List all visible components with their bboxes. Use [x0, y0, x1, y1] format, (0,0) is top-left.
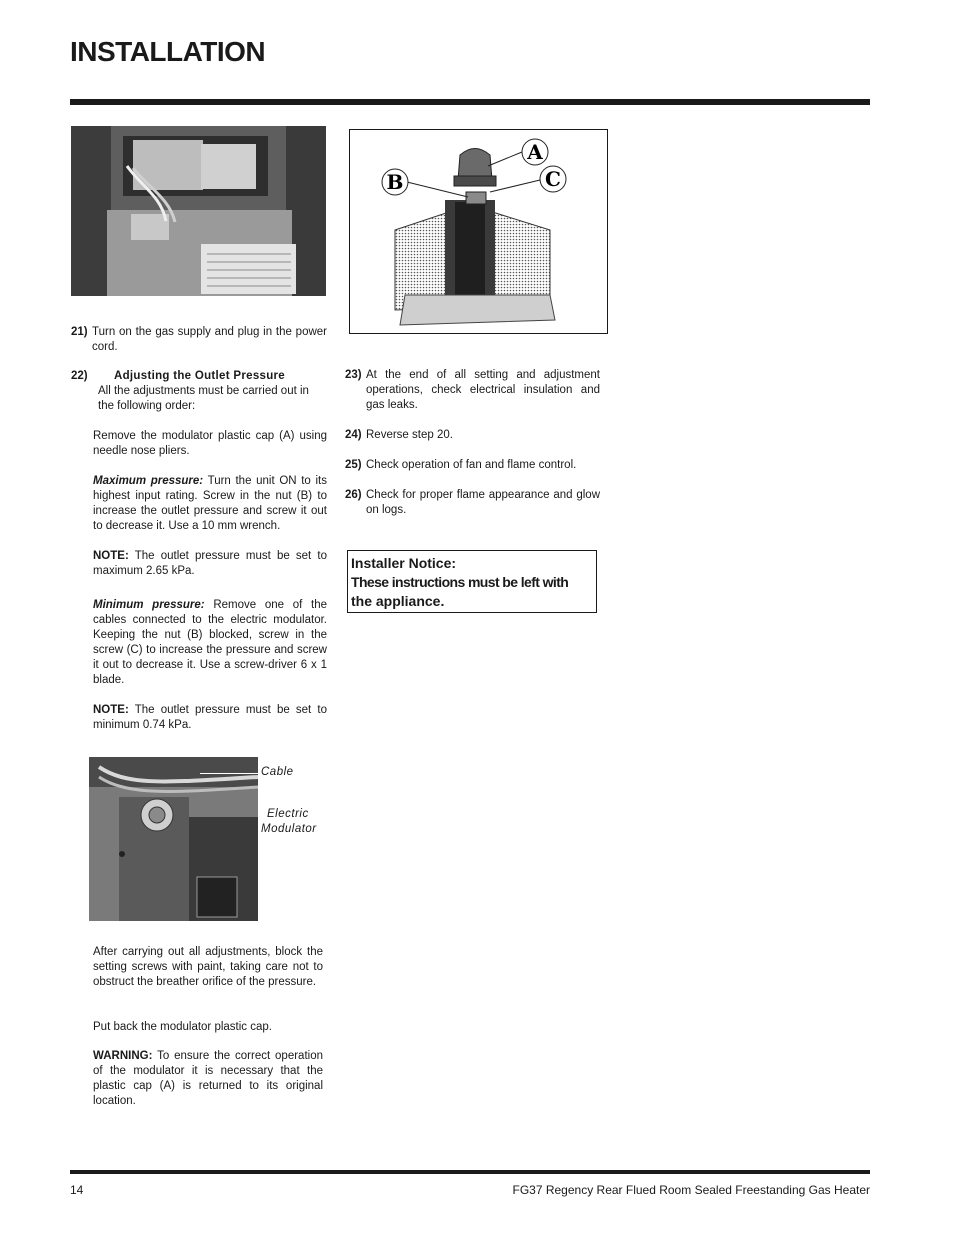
electric-modulator-photo	[89, 757, 258, 921]
minimum-pressure-label: Minimum pressure:	[93, 599, 205, 611]
electric-caption: Electric	[267, 808, 309, 820]
putback-text: Put back the modulator plastic cap.	[93, 1021, 272, 1033]
warning-label: WARNING:	[93, 1050, 153, 1062]
page-number: 14	[70, 1183, 84, 1197]
step-text: Check operation of fan and flame control.	[366, 459, 577, 471]
cable-leader-line	[200, 773, 258, 774]
page-title: INSTALLATION	[70, 36, 266, 67]
step-number: 25)	[345, 459, 362, 471]
step-text: At the end of all setting and adjustment operations, check electrical insulation and gas leaks.	[366, 369, 600, 411]
remove-cap-text: Remove the modulator plastic cap (A) using needle nose pliers.	[93, 430, 327, 457]
warning-para	[93, 1049, 323, 1109]
step-23	[345, 368, 600, 413]
notice-line-2: These instructions must be left with	[351, 574, 569, 590]
label-a: A	[527, 140, 543, 164]
header-rule	[70, 99, 870, 105]
after-adjustments-text: After carrying out all adjustments, block the setting screws with paint, taking care not to obstruct the breather orifice of the pressure.	[93, 946, 323, 988]
cable-caption: Cable	[261, 766, 294, 778]
step-26	[345, 488, 600, 518]
maximum-pressure-label: Maximum pressure:	[93, 475, 204, 487]
heater-interior-illustration	[71, 126, 326, 296]
step-number: 24)	[345, 429, 362, 441]
heater-interior-photo	[71, 126, 326, 296]
note-min-para	[93, 703, 327, 733]
label-b: B	[386, 170, 404, 194]
step-22-intro: All the adjustments must be carried out in the following order:	[98, 385, 309, 412]
note-label: NOTE:	[93, 550, 129, 562]
footer-title: FG37 Regency Rear Flued Room Sealed Freestanding Gas Heater	[512, 1183, 870, 1197]
installer-notice-box	[347, 550, 597, 613]
notice-line-1: Installer Notice:	[351, 555, 457, 571]
note-max-para	[93, 549, 327, 579]
step-text: Turn on the gas supply and plug in the power cord.	[92, 326, 327, 353]
step-text: Reverse step 20.	[366, 429, 453, 441]
maximum-pressure-para	[93, 474, 327, 534]
step-24	[345, 428, 600, 443]
notice-line-3: the appliance.	[351, 593, 445, 609]
modulator-diagram	[349, 129, 608, 334]
note-max-text: The outlet pressure must be set to maximum 2.65 kPa.	[93, 550, 327, 577]
step-25	[345, 458, 605, 473]
warning-text: To ensure the correct operation of the modulator it is necessary that the plastic cap (A) is returned to its original location.	[93, 1050, 323, 1107]
step-22-number: 22)	[71, 370, 88, 382]
modulator-caption: Modulator	[261, 823, 317, 835]
note-min-text: The outlet pressure must be set to minimum 0.74 kPa.	[93, 704, 327, 731]
label-c: C	[545, 167, 561, 191]
step-22-heading: Adjusting the Outlet Pressure	[114, 370, 286, 382]
step-21	[71, 325, 327, 355]
modulator-diagram-illustration	[350, 130, 607, 333]
step-number: 26)	[345, 489, 362, 501]
step-text: Check for proper flame appearance and glow on logs.	[366, 489, 600, 516]
minimum-pressure-text: Remove one of the cables connected to the electric modulator. Keeping the nut (B) blocked, screw in the screw (C) to increase the pressure and screw it out to decrease it. Use a screw-driver 6 x 1 blade.	[93, 599, 328, 686]
maximum-pressure-text: Turn the unit ON to its highest input rating. Screw in the nut (B) to increase the outlet pressure and screw it out to decrease it. Use a 10 mm wrench.	[93, 475, 327, 532]
minimum-pressure-para	[93, 598, 327, 688]
electric-modulator-illustration	[89, 757, 258, 921]
footer-rule	[70, 1170, 870, 1174]
note-label: NOTE:	[93, 704, 129, 716]
step-number: 21)	[71, 326, 88, 338]
step-number: 23)	[345, 369, 362, 381]
